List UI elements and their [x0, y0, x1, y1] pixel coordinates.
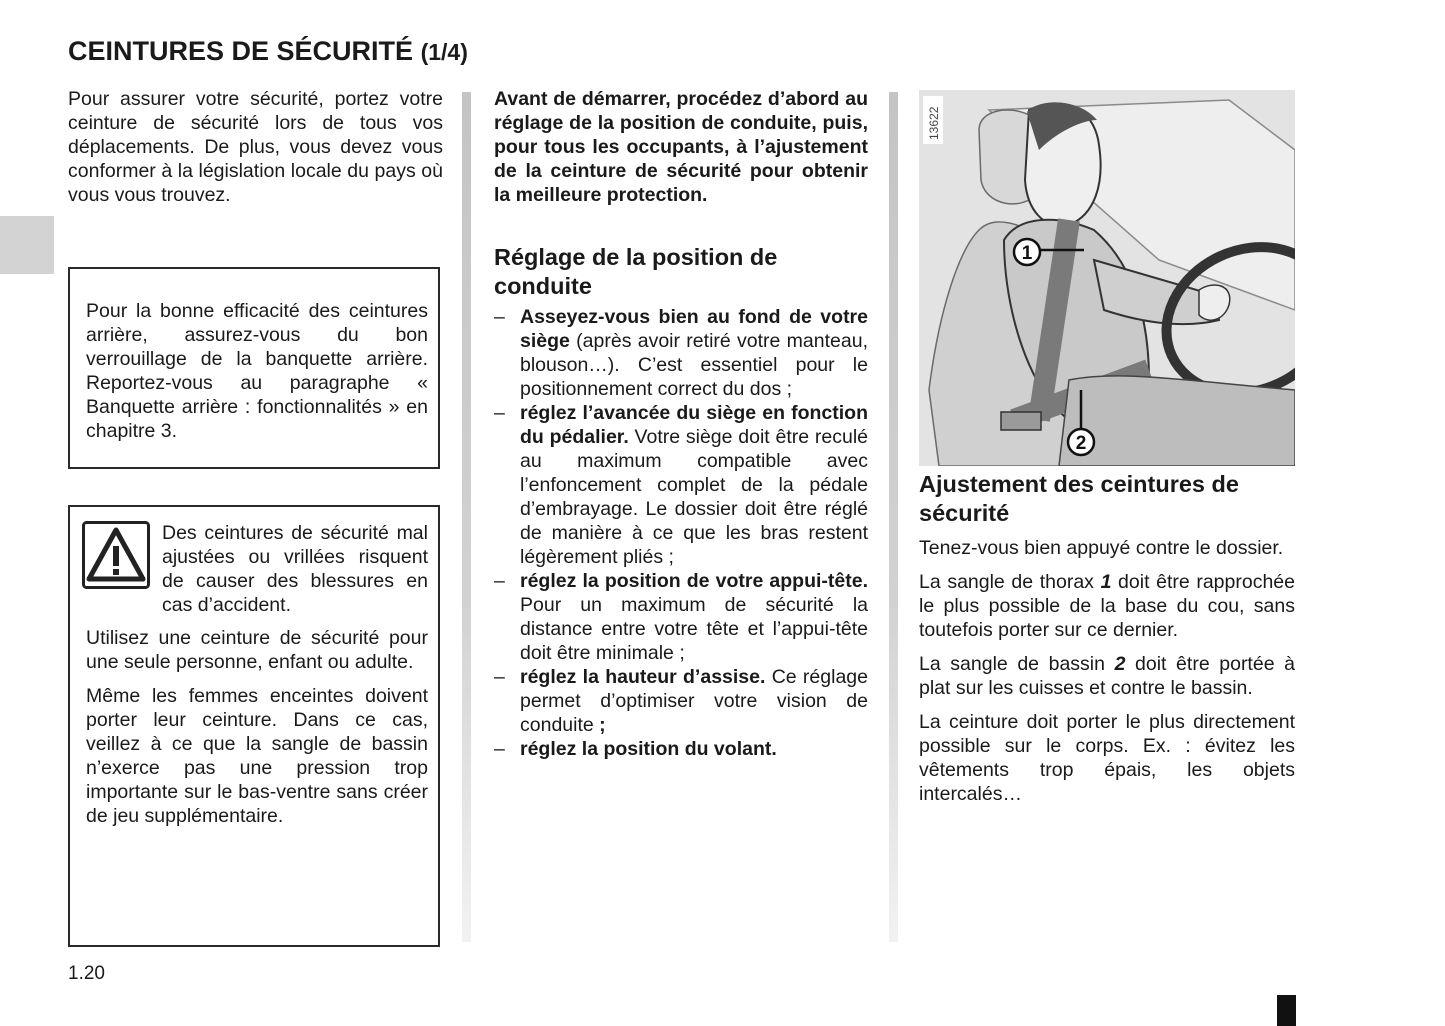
- driver-drawing: [919, 90, 1295, 466]
- list-item-bold: réglez la hauteur d’assise.: [520, 666, 766, 688]
- page-corner-mark: [1277, 995, 1296, 1026]
- chapter-tab: [0, 216, 54, 274]
- warning-text-group: [86, 626, 428, 838]
- list-item-tail: ;: [593, 714, 606, 736]
- list-dash: –: [494, 306, 505, 328]
- warning-triangle-icon: [82, 521, 150, 589]
- note-text: Pour la bonne efficacité des ceintures arrière, assurez-vous du bon verrouillage de la banquette arrière. Reportez-vous au paragraphe « Banquette arrière : fonctionnalités » en chapitre 3.: [86, 300, 428, 442]
- belt-adjustment-section: [919, 470, 1295, 816]
- list-item: [494, 305, 868, 401]
- list-item-bold: réglez l’avancée du siège en fonction du pédalier.: [520, 402, 868, 448]
- belt-adjustment-heading: Ajustement des ceintures de sécurité: [919, 471, 1239, 526]
- list-dash: –: [494, 402, 505, 424]
- list-item-text: Pour un maximum de sécurité la distance entre votre tête et l’appui-tête doit être minimale ;: [520, 594, 868, 664]
- callout-2: 2: [1075, 433, 1087, 454]
- intro-paragraph: Pour assurer votre sécurité, portez votre ceinture de sécurité lors de tous vos déplacements. De plus, vous devez vous conformer à la législation locale du pays où vous vous trouvez.: [68, 88, 443, 206]
- seatbelt-illustration: [919, 90, 1295, 466]
- list-dash: –: [494, 570, 505, 592]
- page-number: 1.20: [68, 963, 105, 984]
- belt-paragraph-2: [919, 570, 1295, 642]
- page-title: [68, 36, 468, 67]
- list-item-text: Votre siège doit être reculé au maximum compatible avec l’enfoncement complet de la pédale d’embrayage. Le dossier doit être réglé de manière à ce que les bras restent légèrement pliés ;: [520, 426, 869, 568]
- belt-paragraph-4: La ceinture doit porter le plus directement possible sur le corps. Ex. : évitez les vêtements trop épais, les objets intercalés…: [919, 711, 1295, 805]
- belt-paragraph-3: [919, 652, 1295, 700]
- list-dash: –: [494, 738, 505, 760]
- list-item: [494, 665, 868, 737]
- column-divider-2: [889, 92, 898, 942]
- adjustment-list: [494, 305, 868, 761]
- before-start-paragraph: Avant de démarrer, procédez d’abord au réglage de la position de conduite, puis, pour tous les occupants, à l’ajustement de la ceinture de sécurité pour obtenir la meilleure protection.: [494, 88, 868, 206]
- list-item-bold: Asseyez-vous bien au fond de votre siège: [520, 306, 868, 352]
- warning-text-1: Des ceintures de sécurité mal ajustées ou vrillées risquent de causer des blessures en cas d’accident.: [162, 522, 428, 616]
- belt-p2-num: 1: [1100, 571, 1112, 593]
- callout-1: 1: [1021, 243, 1033, 264]
- note-box: [68, 267, 440, 469]
- warning-text-3: Même les femmes enceintes doivent porter leur ceinture. Dans ce cas, veillez à ce que la sangle de bassin n’exerce pas une pression trop importante sur le bas-ventre sans créer de jeu supplémentaire.: [86, 685, 428, 827]
- belt-paragraph-1: Tenez-vous bien appuyé contre le dossier.: [919, 537, 1284, 559]
- list-item-bold: réglez la position de votre appui-tête.: [520, 570, 868, 592]
- list-item-bold: réglez la position du volant.: [520, 738, 777, 760]
- warning-box: [68, 505, 440, 947]
- list-item: [494, 737, 868, 761]
- list-item: [494, 569, 868, 665]
- list-item: [494, 401, 868, 569]
- belt-p2-a: La sangle de thorax: [919, 571, 1101, 593]
- page-part: (1/4): [420, 39, 468, 65]
- driving-position-heading: Réglage de la position de conduite: [494, 244, 778, 299]
- belt-p3-a: La sangle de bassin: [919, 653, 1115, 675]
- list-item-text: Ce réglage permet d’optimiser votre vision de conduite: [520, 666, 868, 736]
- page-title-text: CEINTURES DE SÉCURITÉ: [68, 36, 414, 66]
- belt-p3-b: doit être portée à plat sur les cuisses et contre le bassin.: [919, 653, 1295, 699]
- warning-text-2: Utilisez une ceinture de sécurité pour une seule personne, enfant ou adulte.: [86, 627, 428, 673]
- belt-p2-b: doit être rapprochée le plus possible de la base du cou, sans toutefois porter sur ce dernier.: [919, 571, 1295, 641]
- figure-ref: 13622: [927, 106, 941, 140]
- list-dash: –: [494, 666, 505, 688]
- column-divider-1: [462, 92, 471, 942]
- belt-p3-num: 2: [1114, 653, 1126, 675]
- list-item-text: (après avoir retiré votre manteau, blouson…). C’est essentiel pour le positionnement correct du dos ;: [520, 330, 868, 400]
- driving-position-section: [494, 87, 868, 761]
